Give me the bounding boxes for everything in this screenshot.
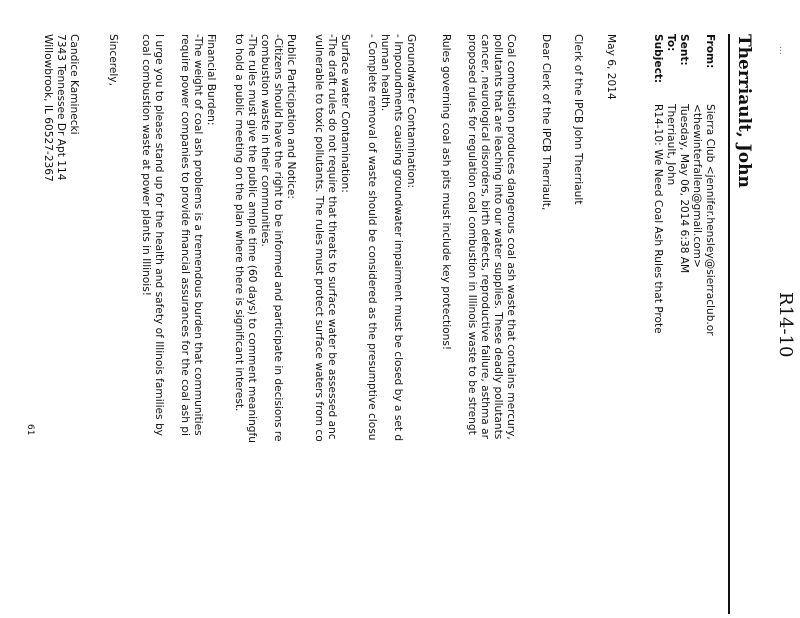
from-label: From: [704,34,716,69]
public-line: -Citizens should have the right to be informed and participate in decisions re [272,34,284,442]
header-dashes: - - - - - - - - - - - [725,440,734,519]
header-divider [728,34,730,614]
subject-label: Subject: [652,34,664,84]
surface-line: -The draft rules do not require that threats to surface water be assessed anc [326,34,338,440]
docket-stamp: R14-10 [775,292,796,358]
rules-line: Rules governing coal ash pits must include key protections! [440,34,452,351]
groundwater-line: - Impoundments causing groundwater impairment must be closed by a set d [392,34,404,442]
letter-salutation: Dear Clerk of the IPCB Therriault, [540,34,552,211]
closing-line: I urge you to please stand up for the health and safety of Illinois families by [153,34,165,436]
financial-line: -The weight of coal ash problems is a tremendous burden that communities [192,34,204,436]
public-line: combustion waste in their communities. [259,34,271,247]
letter-recipient: Clerk of the IPCB John Therriault [572,34,584,205]
groundwater-line: human health. [379,34,391,112]
financial-heading: Financial Burden: [205,34,217,126]
intro-line: pollutants that are leaching into our water supplies. These deadly pollutants [492,34,504,440]
groundwater-heading: Groundwater Contamination: [405,34,417,189]
intro-line: proposed rules for regulation coal combustion in Illinois waste to be strengt [466,34,478,435]
signature-address: 7343 Tennessee Dr Apt 114 [55,34,67,181]
to-value: Therriault, John [665,104,677,186]
surface-heading: Surface water Contamination: [339,34,351,193]
public-line: -The rules must give the public ample time (60 days) to comment meaningfu [246,34,258,443]
page-number: 61 [25,424,35,436]
signature-city: Willowbrook, IL 60527-2367 [42,34,54,182]
signoff: Sincerely, [107,34,119,86]
to-label: To: [665,34,677,52]
public-heading: Public Participation and Notice: [285,34,297,199]
sent-value: Tuesday, May 06, 2014 6:38 AM [678,104,690,274]
closing-line: coal combustion waste at power plants in Illinois! [140,34,152,296]
subject-value: R14-10: We Need Coal Ash Rules that Prote [652,104,664,334]
groundwater-line: - Complete removal of waste should be considered as the presumptive closu [366,34,378,441]
margin-marks: ... [777,46,787,55]
sent-label: Sent: [678,34,690,66]
surface-line: vulnerable to toxic pollutants. The rules must protect surface waters from co [313,34,325,442]
letter-date: May 6, 2014 [605,34,617,100]
intro-line: cancer, neurological disorders, birth defects, reproductive failure, asthma ar [479,34,491,439]
public-line: to hold a public meeting on the plan where there is significant interest. [233,34,245,412]
financial-line: require power companies to provide financial assurances for the coal ash pi [179,34,191,436]
from-value-email: <thewinterfallen@gmail.com> [691,104,703,268]
from-value: Sierra Club <jennifer.hensley@sierraclub.or [704,104,716,336]
intro-line: Coal combustion produces dangerous coal ash waste that contains mercury, [505,34,517,440]
recipient-name-header: Therriault, John [734,34,754,188]
signature-name: Candice Kaminecki [68,34,80,135]
